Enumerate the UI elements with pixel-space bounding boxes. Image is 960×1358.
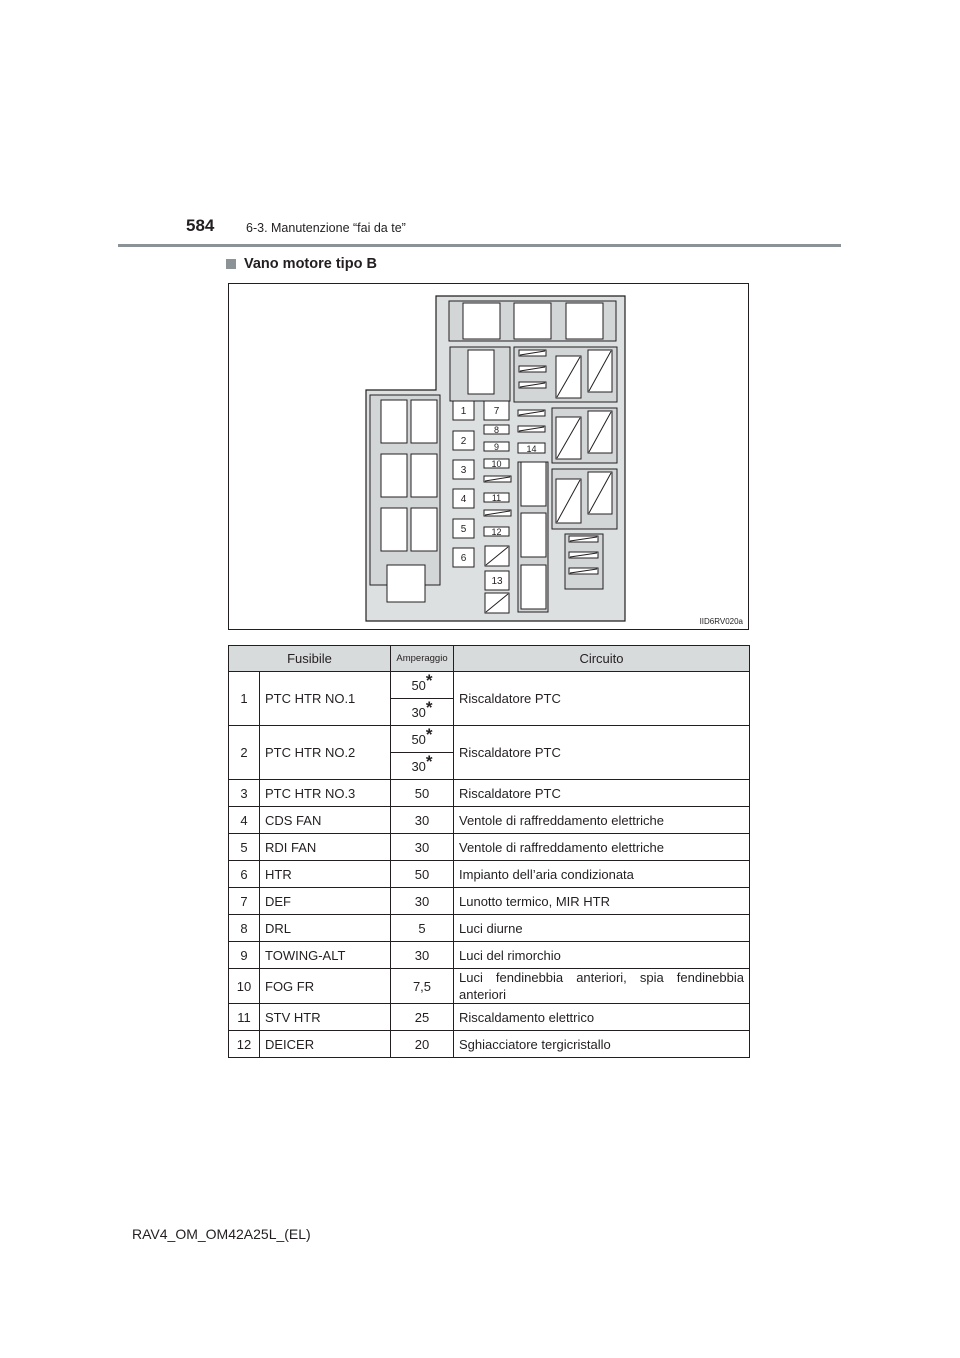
document-id: RAV4_OM_OM42A25L_(EL) [132, 1226, 311, 1242]
fuse-label-12: 12 [491, 527, 502, 537]
fuse-amp: 5 [391, 915, 454, 942]
fuse-name: RDI FAN [260, 834, 391, 861]
table-row [229, 834, 750, 861]
fuse-name: DEICER [260, 1031, 391, 1058]
relay-l1 [381, 400, 407, 443]
page-number: 584 [186, 216, 215, 235]
fuse-amp: 50* [391, 672, 454, 699]
fuse-amp: 50 [391, 861, 454, 888]
fuse-number: 9 [229, 942, 260, 969]
relay-l5 [381, 508, 407, 551]
fuse-circuit: Ventole di raffreddamento elettriche [454, 834, 750, 861]
table-row [229, 1031, 750, 1058]
fuse-label-5: 5 [460, 524, 467, 535]
fuse-number: 4 [229, 807, 260, 834]
fuse-amp: 7,5 [391, 969, 454, 1004]
header-circuit: Circuito [454, 646, 750, 672]
relay-top-2 [514, 303, 551, 339]
table-row [229, 942, 750, 969]
table-row [229, 672, 750, 699]
fuse-name: PTC HTR NO.3 [260, 780, 391, 807]
fuse-amp: 30 [391, 834, 454, 861]
fuse-circuit: Luci diurne [454, 915, 750, 942]
fuse-amp: 30* [391, 753, 454, 780]
fuse-amp: 30 [391, 888, 454, 915]
table-row [229, 861, 750, 888]
fuse-name: PTC HTR NO.2 [260, 726, 391, 780]
fuse-circuit: Lunotto termico, MIR HTR [454, 888, 750, 915]
header-rule [118, 244, 841, 247]
relay-l4 [411, 454, 437, 497]
fuse-number: 8 [229, 915, 260, 942]
fuse-label-3: 3 [460, 465, 467, 476]
relay-l2 [411, 400, 437, 443]
fuse-table [228, 645, 750, 1058]
relay-top-3 [566, 303, 603, 339]
fuse-box-diagram [229, 284, 748, 629]
fuse-circuit: Riscaldatore PTC [454, 726, 750, 780]
fuse-circuit: Luci fendinebbia anteriori, spia fendinebbia anteriori [454, 969, 750, 1004]
table-row [229, 1004, 750, 1031]
fuse-name: DEF [260, 888, 391, 915]
fuse-number: 3 [229, 780, 260, 807]
fuse-label-4: 4 [460, 494, 467, 505]
fuse-label-7: 7 [493, 406, 500, 417]
fuse-circuit: Riscaldatore PTC [454, 780, 750, 807]
header-fuse: Fusibile [229, 646, 391, 672]
fuse-box-figure [228, 283, 749, 630]
fuse-circuit: Impianto dell’aria condizionata [454, 861, 750, 888]
table-row [229, 969, 750, 1004]
fuse-amp: 30 [391, 942, 454, 969]
fuse-name: FOG FR [260, 969, 391, 1004]
fuse-circuit: Ventole di raffreddamento elettriche [454, 807, 750, 834]
fuse-name: TOWING-ALT [260, 942, 391, 969]
fuse-label-13: 13 [491, 576, 503, 587]
fuse-amp: 25 [391, 1004, 454, 1031]
fuse-label-8: 8 [493, 425, 500, 435]
table-row [229, 888, 750, 915]
fuse-label-1: 1 [460, 406, 467, 417]
relay-center [468, 350, 494, 394]
figure-code: IID6RV020a [699, 617, 743, 626]
fuse-label-14: 14 [526, 444, 537, 454]
subheading [226, 256, 377, 272]
fuse-amp: 50 [391, 780, 454, 807]
fuse-label-10: 10 [491, 459, 502, 469]
fuse-circuit: Luci del rimorchio [454, 942, 750, 969]
fuse-amp: 30* [391, 699, 454, 726]
table-header-row [229, 646, 750, 672]
fuse-name: DRL [260, 915, 391, 942]
fuse-number: 10 [229, 969, 260, 1004]
fuse-number: 7 [229, 888, 260, 915]
fuse-label-2: 2 [460, 436, 467, 447]
fuse-number: 2 [229, 726, 260, 780]
relay-l6 [411, 508, 437, 551]
fuse-circuit: Sghiacciatore tergicristallo [454, 1031, 750, 1058]
table-row [229, 807, 750, 834]
fuse-name: PTC HTR NO.1 [260, 672, 391, 726]
fuse-number: 5 [229, 834, 260, 861]
fuse-amp: 20 [391, 1031, 454, 1058]
fuse-number: 1 [229, 672, 260, 726]
header-amp: Amperaggio [391, 646, 454, 672]
fuse-label-11: 11 [491, 493, 502, 503]
fuse-number: 12 [229, 1031, 260, 1058]
fuse-name: HTR [260, 861, 391, 888]
subheading-text: Vano motore tipo B [244, 256, 377, 272]
fuse-name: CDS FAN [260, 807, 391, 834]
relay-l3 [381, 454, 407, 497]
fuse-number: 11 [229, 1004, 260, 1031]
fuse-circuit: Riscaldatore PTC [454, 672, 750, 726]
table-row [229, 780, 750, 807]
fuse-name: STV HTR [260, 1004, 391, 1031]
square-bullet-icon [226, 259, 236, 269]
section-title: 6-3. Manutenzione “fai da te” [246, 221, 406, 235]
fuse-amp: 50* [391, 726, 454, 753]
fuse-number: 6 [229, 861, 260, 888]
fuse-label-6: 6 [460, 553, 467, 564]
relay-top-1 [463, 303, 500, 339]
fuse-amp: 30 [391, 807, 454, 834]
relay-l7 [387, 565, 425, 602]
fuse-label-9: 9 [493, 442, 500, 452]
table-row [229, 915, 750, 942]
table-row [229, 726, 750, 753]
fuse-circuit: Riscaldamento elettrico [454, 1004, 750, 1031]
